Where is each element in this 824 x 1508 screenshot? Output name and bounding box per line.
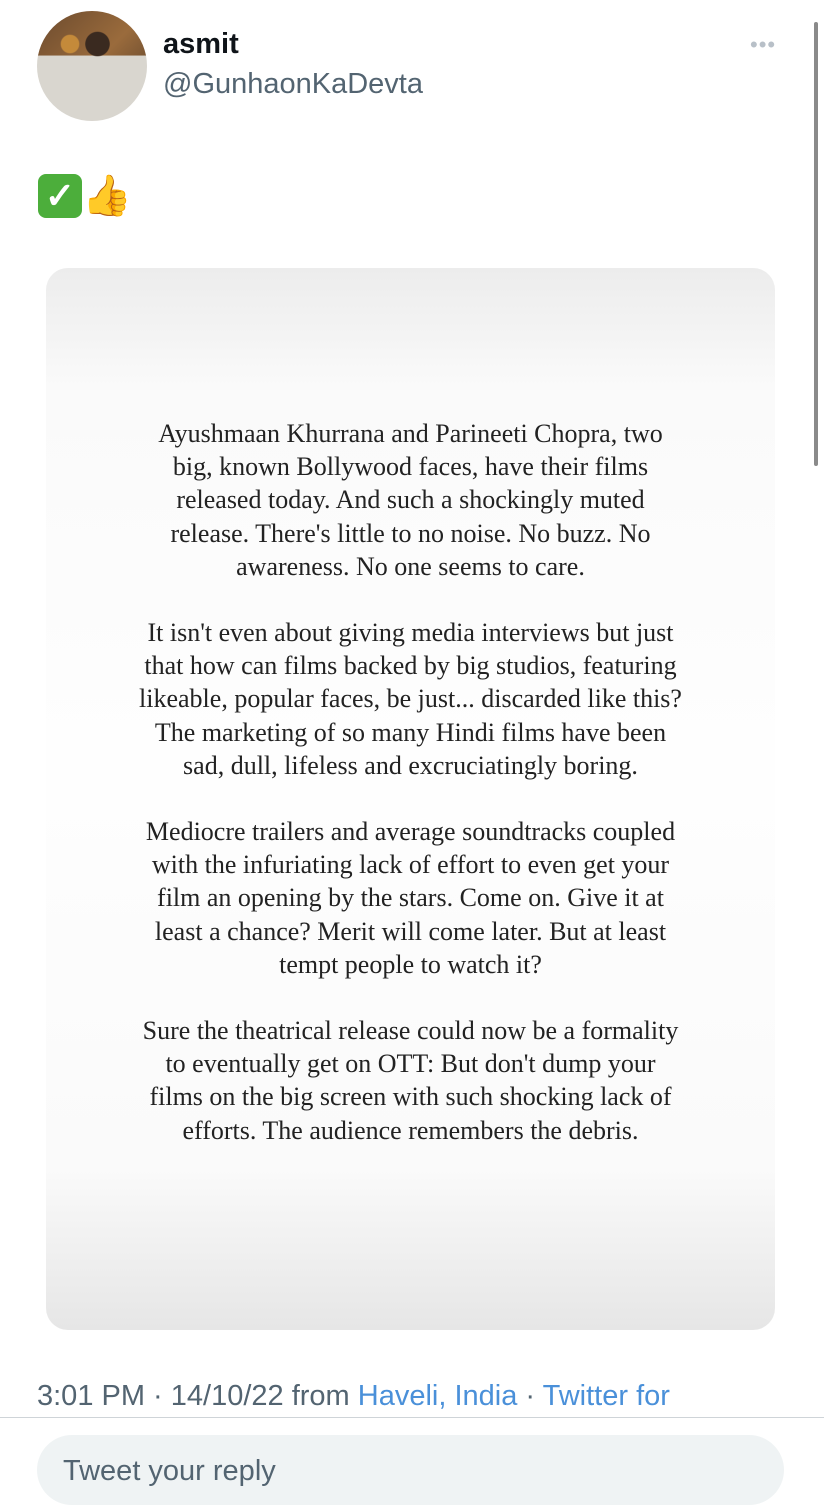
image-text-line: release. There's little to no noise. No buzz. No [170, 518, 651, 548]
tweet-meta [37, 1380, 670, 1413]
tweet-text [38, 170, 132, 220]
image-text-line: Ayushmaan Khurrana and Parineeti Chopra, two [158, 419, 663, 448]
source-link[interactable]: Twitter for [542, 1380, 670, 1412]
check-mark-emoji-icon: ✓ [38, 174, 82, 218]
scrollbar[interactable] [814, 22, 818, 466]
display-name[interactable]: asmit [163, 28, 239, 60]
image-text-line: to eventually get on OTT: But don't dump your [165, 1049, 656, 1079]
image-text [46, 417, 775, 1180]
image-text-line: released today. And such a shockingly muted [176, 485, 645, 515]
image-text-line: tempt people to watch it? [279, 949, 542, 979]
separator: · [517, 1380, 543, 1412]
image-paragraph [46, 616, 775, 782]
image-text-line: likeable, popular faces, be just... discarded like this? [139, 684, 682, 714]
image-text-line: film an opening by the stars. Come on. Give it at [157, 883, 664, 913]
user-handle[interactable]: @GunhaonKaDevta [163, 68, 423, 100]
thumbs-up-emoji-icon: 👍 [82, 174, 132, 219]
image-paragraph [46, 1014, 775, 1147]
image-text-line: that how can films backed by big studios, featuring [144, 651, 677, 681]
image-paragraph [46, 815, 775, 981]
image-text-line: The marketing of so many Hindi films have been [154, 717, 667, 747]
image-text-line: big, known Bollywood faces, have their films [172, 452, 649, 482]
image-paragraph [46, 417, 775, 583]
image-text-line: Mediocre trailers and average soundtracks coupled [145, 817, 676, 847]
image-text-line: with the infuriating lack of effort to even get your [151, 850, 670, 880]
reply-box[interactable] [37, 1435, 784, 1505]
reply-input[interactable] [61, 1435, 745, 1507]
more-options-icon[interactable]: ••• [750, 32, 777, 57]
divider [0, 1417, 824, 1418]
image-text-line: awareness. No one seems to care. [236, 551, 585, 581]
image-text-line: efforts. The audience remembers the debris. [182, 1115, 639, 1145]
location-link[interactable]: Haveli, India [357, 1380, 518, 1412]
image-text-line: least a chance? Merit will come later. But at least [154, 916, 667, 946]
image-text-line: sad, dull, lifeless and excruciatingly boring. [183, 750, 638, 780]
image-text-line: It isn't even about giving media interviews but just [147, 618, 674, 648]
image-text-line: Sure the theatrical release could now be a formality [142, 1016, 679, 1046]
timestamp: 3:01 PM · 14/10/22 from [37, 1380, 358, 1412]
image-text-line: films on the big screen with such shocking lack of [149, 1082, 672, 1112]
avatar[interactable] [37, 11, 147, 121]
